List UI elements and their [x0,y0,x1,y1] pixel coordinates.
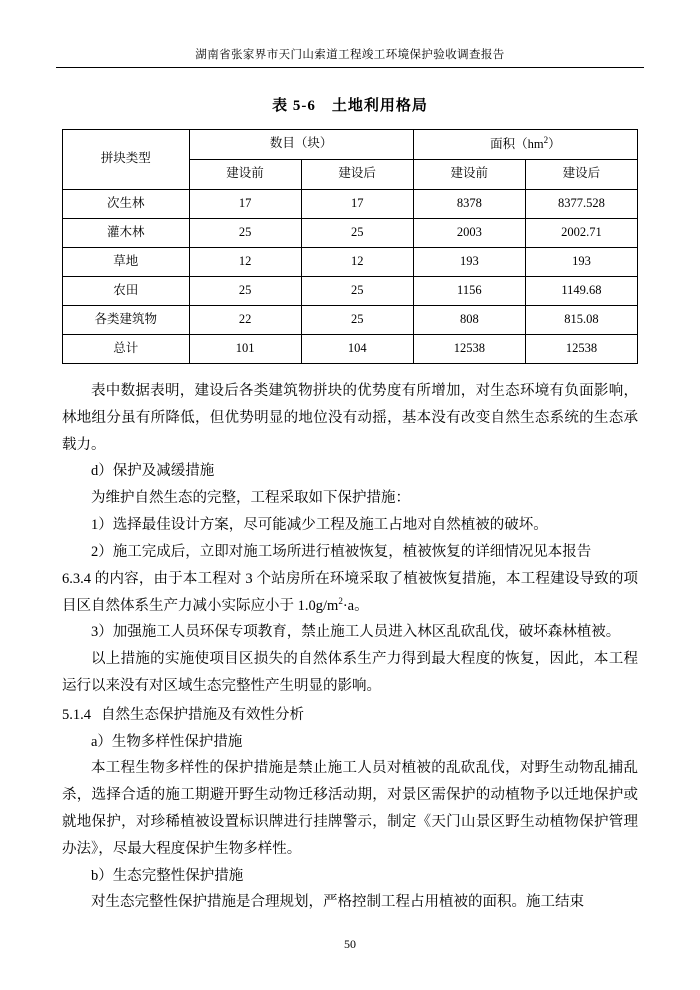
header-count-group: 数目（块） [189,130,413,160]
header-area-after: 建设后 [525,160,637,190]
header-count-before: 建设前 [189,160,301,190]
cell-count-before: 12 [189,248,301,277]
cell-area-before: 2003 [413,219,525,248]
cell-type: 灌木林 [63,219,190,248]
cell-area-after: 1149.68 [525,277,637,306]
heading-biodiversity-measures: a）生物多样性保护措施 [91,733,243,750]
table-caption-title: 土地利用格局 [331,98,428,114]
cell-count-after: 25 [301,277,413,306]
header-area-group [413,130,637,160]
paragraph-integrity: 对生态完整性保护措施是合理规划，严格控制工程占用植被的面积。施工结束 [91,894,584,911]
section-title: 自然生态保护措施及有效性分析 [101,706,304,723]
heading-protection-measures: d）保护及减缓措施 [91,463,215,480]
page-header [62,46,638,67]
table-caption-number: 表 5-6 [272,98,316,114]
header-area-tail: ） [548,137,561,152]
cell-area-before: 1156 [413,277,525,306]
page-number: 50 [344,937,356,951]
section-heading-5-1-4 [62,702,638,729]
cell-count-after: 25 [301,306,413,335]
cell-area-after: 12538 [525,335,637,364]
table-row [63,335,638,364]
header-title: 湖南省张家界市天门山索道工程竣工环境保护验收调查报告 [195,49,505,61]
header-area-sup: 2 [543,135,549,146]
cell-area-before: 12538 [413,335,525,364]
paragraph-measure-2 [62,539,638,619]
table-caption [62,94,638,115]
cell-area-after: 193 [525,248,637,277]
cell-type: 各类建筑物 [63,306,190,335]
measure-2-line-2: 6.3.4 的内容，由于本工程对 3 个站房所在环境采取了植被恢复措施，本工程建设导致的项目区自然体系生产力减小实际应小于 1.0g/m [62,570,638,614]
cell-area-after: 815.08 [525,306,637,335]
cell-count-before: 17 [189,190,301,219]
table-row [63,219,638,248]
paragraph-measure-3: 3）加强施工人员环保专项教育，禁止施工人员进入林区乱砍乱伐，破坏森林植被。 [91,624,621,641]
header-patch-type: 拼块类型 [63,130,190,190]
cell-type: 农田 [63,277,190,306]
cell-area-before: 193 [413,248,525,277]
cell-type: 总计 [63,335,190,364]
body-content [62,378,638,916]
cell-count-before: 101 [189,335,301,364]
cell-count-after: 17 [301,190,413,219]
paragraph-measure-1: 1）选择最佳设计方案，尽可能减少工程及施工占地对自然植被的破坏。 [91,517,548,534]
cell-count-after: 104 [301,335,413,364]
table-row [63,306,638,335]
header-divider [56,67,644,68]
cell-count-before: 25 [189,219,301,248]
header-area-before: 建设前 [413,160,525,190]
measure-2-line-2-tail: ·a。 [342,597,369,614]
cell-type: 草地 [63,248,190,277]
table-header-row-group [63,130,638,160]
measure-2-sup: 2 [338,595,343,606]
cell-area-before: 8378 [413,190,525,219]
table-body [63,190,638,364]
cell-count-before: 25 [189,277,301,306]
header-count-after: 建设后 [301,160,413,190]
paragraph-biodiversity: 本工程生物多样性的保护措施是禁止施工人员对植被的乱砍乱伐，对野生动物乱捕乱杀，选择合适的施工期避开野生动物迁移活动期，对景区需保护的动植物予以迁地保护或就地保护，对珍稀植被设置标识牌进行挂牌警示，制定《天门山景区野生动植物保护管理办法》，尽最大程度保护生物多样性。 [62,760,638,857]
header-area-text: 面积（hm [490,137,544,152]
paragraph-table-analysis: 表中数据表明，建设后各类建筑物拼块的优势度有所增加，对生态环境有负面影响，林地组分虽有所降低，但优势明显的地位没有动摇，基本没有改变自然生态系统的生态承载力。 [62,383,638,453]
paragraph-measures-intro: 为维护自然生态的完整，工程采取如下保护措施： [91,490,410,507]
cell-count-after: 25 [301,219,413,248]
measure-2-line-1: 2）施工完成后，立即对施工场所进行植被恢复，植被恢复的详细情况见本报告 [91,543,592,560]
table-row [63,277,638,306]
land-use-table [62,129,638,364]
cell-area-after: 8377.528 [525,190,637,219]
cell-count-after: 12 [301,248,413,277]
cell-count-before: 22 [189,306,301,335]
paragraph-measures-summary: 以上措施的实施使项目区损失的自然体系生产力得到最大程度的恢复，因此，本工程运行以来没有对区域生态完整性产生明显的影响。 [62,651,638,694]
table-header [63,130,638,190]
table-row [63,248,638,277]
section-number: 5.1.4 [62,706,91,723]
cell-area-after: 2002.71 [525,219,637,248]
cell-area-before: 808 [413,306,525,335]
cell-type: 次生林 [63,190,190,219]
table-row [63,190,638,219]
heading-integrity-measures: b）生态完整性保护措施 [91,867,244,884]
